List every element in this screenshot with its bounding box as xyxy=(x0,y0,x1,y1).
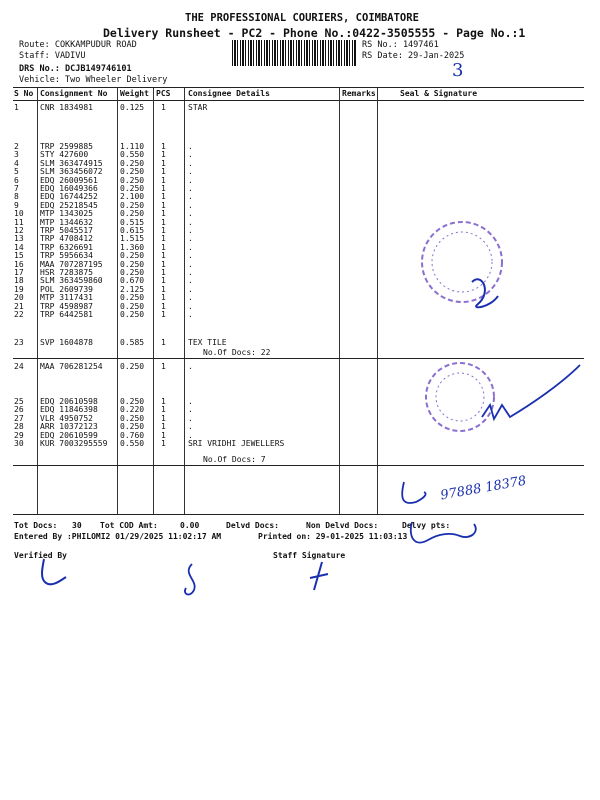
row-consignee: . xyxy=(188,200,193,210)
row-sno: 29 xyxy=(14,430,24,440)
row-consignee: . xyxy=(188,184,193,193)
row-consignee: . xyxy=(188,259,193,269)
seal-stamp-2 xyxy=(420,355,590,445)
staff-label: Staff: VADIVU xyxy=(19,51,86,61)
row-consignee: . xyxy=(188,192,193,202)
row-consignee: . xyxy=(188,430,193,440)
row-sno: 3 xyxy=(14,150,19,160)
row-weight: 0.515 xyxy=(120,217,145,227)
rs-date: RS Date: 29-Jan-2025 xyxy=(362,51,465,61)
row-weight: 0.250 xyxy=(120,310,145,319)
row-consignment: MTP 1344632 xyxy=(40,217,93,227)
row-weight: 0.220 xyxy=(120,405,145,415)
row-pcs: 1 xyxy=(161,293,166,303)
row-weight: 0.250 xyxy=(120,209,145,219)
tot-docs-label: Tot Docs: xyxy=(14,521,58,530)
seal-stamp-1 xyxy=(412,212,512,322)
runsheet-subtitle: Delivery Runsheet - PC2 - Phone No.:0422-3505555 - Page No.:1 xyxy=(103,26,526,40)
row-consignment: TRP 5045517 xyxy=(40,226,93,235)
row-sno: 23 xyxy=(14,338,24,348)
row-pcs: 1 xyxy=(161,413,166,423)
row-sno: 11 xyxy=(14,217,24,227)
row-consignee: . xyxy=(188,209,193,219)
row-sno: 30 xyxy=(14,439,24,448)
table-top-rule xyxy=(13,87,584,88)
row-pcs: 1 xyxy=(161,200,166,210)
row-pcs: 1 xyxy=(161,310,166,319)
row-pcs: 1 xyxy=(161,142,166,151)
col-pcs: PCS xyxy=(156,89,171,98)
row-pcs: 1 xyxy=(161,430,166,440)
row-weight: 0.250 xyxy=(120,259,145,269)
row-consignee: . xyxy=(188,413,193,423)
row-sno: 12 xyxy=(14,226,24,235)
row-weight: 1.360 xyxy=(120,242,145,252)
row-pcs: 1 xyxy=(161,242,166,252)
row-consignee: . xyxy=(188,276,193,286)
row-consignment: EDQ 26009561 xyxy=(40,175,98,185)
row-pcs: 1 xyxy=(161,175,166,185)
row-sno: 8 xyxy=(14,192,19,202)
row-consignment: TRP 5956634 xyxy=(40,251,93,261)
row-pcs: 1 xyxy=(161,192,166,202)
row-weight: 0.550 xyxy=(120,439,145,448)
row-consignment: SLM 363456072 xyxy=(40,167,103,177)
row-consignee: . xyxy=(188,175,193,185)
row-weight: 0.670 xyxy=(120,276,145,286)
row-consignment: MAA 707287195 xyxy=(40,259,103,269)
col-consignee: Consignee Details xyxy=(188,89,270,98)
verified-by-signature xyxy=(30,555,90,595)
row-consignment: SLM 363459860 xyxy=(40,276,103,286)
row-consignment: EDQ 16049366 xyxy=(40,184,98,193)
handwritten-page-mark: 3 xyxy=(452,60,464,81)
row-weight: 0.250 xyxy=(120,293,145,303)
row-pcs: 1 xyxy=(161,276,166,286)
tot-cod-label: Tot COD Amt: xyxy=(100,521,158,530)
row-sno: 19 xyxy=(14,284,24,294)
table-row xyxy=(0,310,380,319)
row-pcs: 1 xyxy=(161,103,166,112)
delvd-docs-label: Delvd Docs: xyxy=(226,521,279,530)
row-weight: 0.250 xyxy=(120,175,145,185)
row-consignment: POL 2609739 xyxy=(40,284,93,294)
row-consignee: TEX TILE xyxy=(188,338,227,348)
row-sno: 25 xyxy=(14,397,24,406)
row-pcs: 1 xyxy=(161,397,166,406)
row-weight: 0.250 xyxy=(120,251,145,261)
row-consignment: HSR 7283875 xyxy=(40,268,93,277)
table-row xyxy=(0,103,380,112)
handwritten-phone: 97888 18378 xyxy=(439,473,528,504)
row-consignment: MAA 706281254 xyxy=(40,362,103,371)
row-pcs: 1 xyxy=(161,301,166,311)
table-row xyxy=(0,362,380,371)
row-weight: 0.250 xyxy=(120,422,145,432)
row-consignee: . xyxy=(188,362,193,371)
row-consignment: EDQ 25218545 xyxy=(40,200,98,210)
delvy-pts-label: Delvy pts: xyxy=(402,521,451,530)
row-consignee: SRI VRIDHI JEWELLERS xyxy=(188,439,285,448)
col-consignment: Consignment No xyxy=(40,89,108,98)
row-sno: 7 xyxy=(14,184,19,193)
row-weight: 0.125 xyxy=(120,103,145,112)
row-pcs: 1 xyxy=(161,439,166,448)
row-sno: 27 xyxy=(14,413,24,423)
row-consignment: EDQ 11846398 xyxy=(40,405,98,415)
row-sno: 16 xyxy=(14,259,24,269)
row-pcs: 1 xyxy=(161,226,166,235)
row-consignee: . xyxy=(188,167,193,177)
col-weight: Weight xyxy=(120,89,149,98)
row-pcs: 1 xyxy=(161,284,166,294)
row-consignment: EDQ 20610598 xyxy=(40,397,98,406)
row-sno: 1 xyxy=(14,103,19,112)
group-note-2: No.Of Docs: 7 xyxy=(203,455,266,464)
row-consignee: . xyxy=(188,397,193,406)
row-consignment: TRP 6326691 xyxy=(40,242,93,252)
row-consignment: KUR 7003295559 xyxy=(40,439,108,448)
rs-number: RS No.: 1497461 xyxy=(362,40,439,50)
row-consignment: TRP 4708412 xyxy=(40,234,93,244)
row-sno: 2 xyxy=(14,142,19,151)
row-pcs: 1 xyxy=(161,209,166,219)
row-pcs: 1 xyxy=(161,259,166,269)
row-weight: 0.250 xyxy=(120,413,145,423)
col-seal-signature: Seal & Signature xyxy=(400,89,478,98)
col-sno: S No xyxy=(14,89,34,98)
row-pcs: 1 xyxy=(161,362,166,371)
row-sno: 18 xyxy=(14,276,24,286)
row-sno: 6 xyxy=(14,175,19,185)
tot-docs-value: 30 xyxy=(72,521,82,530)
row-consignment: VLR 4950752 xyxy=(40,413,93,423)
row-consignment: MTP 3117431 xyxy=(40,293,93,303)
row-consignment: EDQ 16744252 xyxy=(40,192,98,202)
row-consignee: . xyxy=(188,226,193,235)
row-consignment: STY 427600 xyxy=(40,150,89,160)
row-consignment: SVP 1604878 xyxy=(40,338,93,348)
row-sno: 15 xyxy=(14,251,24,261)
row-consignment: TRP 6442581 xyxy=(40,310,93,319)
row-consignee: . xyxy=(188,293,193,303)
printed-on: Printed on: 29-01-2025 11:03:13 xyxy=(258,532,408,541)
row-consignee: . xyxy=(188,268,193,277)
row-sno: 5 xyxy=(14,167,19,177)
row-pcs: 1 xyxy=(161,167,166,177)
entered-by: Entered By :PHILOMI2 01/29/2025 11:02:17 AM xyxy=(14,532,222,541)
row-consignee: . xyxy=(188,251,193,261)
row-consignment: EDQ 20610599 xyxy=(40,430,98,440)
row-pcs: 1 xyxy=(161,158,166,168)
row-sno: 17 xyxy=(14,268,24,277)
drs-number: DRS No.: DCJB149746101 xyxy=(19,64,132,74)
row-sno: 9 xyxy=(14,200,19,210)
row-weight: 0.615 xyxy=(120,226,145,235)
row-pcs: 1 xyxy=(161,234,166,244)
row-pcs: 1 xyxy=(161,405,166,415)
staff-signature xyxy=(300,560,340,600)
row-weight: 2.125 xyxy=(120,284,145,294)
row-sno: 10 xyxy=(14,209,24,219)
row-consignee: . xyxy=(188,310,193,319)
row-pcs: 1 xyxy=(161,184,166,193)
verified-by-label: Verified By xyxy=(14,551,67,560)
row-consignee: . xyxy=(188,422,193,432)
tot-cod-value: 0.00 xyxy=(180,521,200,530)
vehicle-label: Vehicle: Two Wheeler Delivery xyxy=(19,75,168,85)
row-weight: 0.250 xyxy=(120,200,145,210)
row-consignment: ARR 10372123 xyxy=(40,422,98,432)
row-weight: 1.515 xyxy=(120,234,145,244)
row-consignee: . xyxy=(188,405,193,415)
row-consignee: . xyxy=(188,242,193,252)
barcode xyxy=(232,40,356,66)
table-row xyxy=(0,338,380,347)
row-consignment: TRP 4598987 xyxy=(40,301,93,311)
row-pcs: 1 xyxy=(161,217,166,227)
row-sno: 22 xyxy=(14,310,24,319)
row-weight: 0.250 xyxy=(120,301,145,311)
row-weight: 0.585 xyxy=(120,338,145,348)
route-label: Route: COKKAMPUDUR ROAD xyxy=(19,40,137,50)
staff-signature-mark xyxy=(172,560,222,600)
group-note-1: No.Of Docs: 22 xyxy=(203,348,271,357)
row-consignee: . xyxy=(188,142,193,151)
row-consignee: STAR xyxy=(188,103,208,112)
company-title: THE PROFESSIONAL COURIERS, COIMBATORE xyxy=(185,12,419,24)
row-consignee: . xyxy=(188,284,193,294)
row-pcs: 1 xyxy=(161,338,166,348)
row-sno: 24 xyxy=(14,362,24,371)
staff-signature-label: Staff Signature xyxy=(273,551,346,560)
row-consignee: . xyxy=(188,301,193,311)
col-remarks: Remarks xyxy=(342,89,376,98)
row-weight: 0.250 xyxy=(120,167,145,177)
table-header-rule xyxy=(13,100,584,101)
row-consignment: CNR 1834981 xyxy=(40,103,93,112)
row-weight: 0.250 xyxy=(120,362,145,371)
row-consignment: MTP 1343025 xyxy=(40,209,93,219)
row-sno: 14 xyxy=(14,242,24,252)
row-weight: 2.100 xyxy=(120,192,145,202)
row-sno: 20 xyxy=(14,293,24,303)
row-weight: 0.250 xyxy=(120,158,145,168)
row-weight: 1.110 xyxy=(120,142,145,151)
row-pcs: 1 xyxy=(161,268,166,277)
handwritten-signature-3 xyxy=(394,462,514,554)
table-row xyxy=(0,439,380,448)
row-pcs: 1 xyxy=(161,150,166,160)
row-consignee: . xyxy=(188,217,193,227)
row-consignment: SLM 363474915 xyxy=(40,158,103,168)
row-pcs: 1 xyxy=(161,422,166,432)
row-weight: 0.250 xyxy=(120,397,145,406)
row-weight: 0.760 xyxy=(120,430,145,440)
row-consignee: . xyxy=(188,234,193,244)
row-sno: 26 xyxy=(14,405,24,415)
row-weight: 0.250 xyxy=(120,268,145,277)
row-sno: 28 xyxy=(14,422,24,432)
row-sno: 21 xyxy=(14,301,24,311)
non-delvd-docs-label: Non Delvd Docs: xyxy=(306,521,379,530)
row-consignee: . xyxy=(188,158,193,168)
row-weight: 0.550 xyxy=(120,150,145,160)
row-consignee: . xyxy=(188,150,193,160)
row-consignment: TRP 2599885 xyxy=(40,142,93,151)
row-pcs: 1 xyxy=(161,251,166,261)
row-weight: 0.250 xyxy=(120,184,145,193)
row-sno: 4 xyxy=(14,158,19,168)
row-sno: 13 xyxy=(14,234,24,244)
